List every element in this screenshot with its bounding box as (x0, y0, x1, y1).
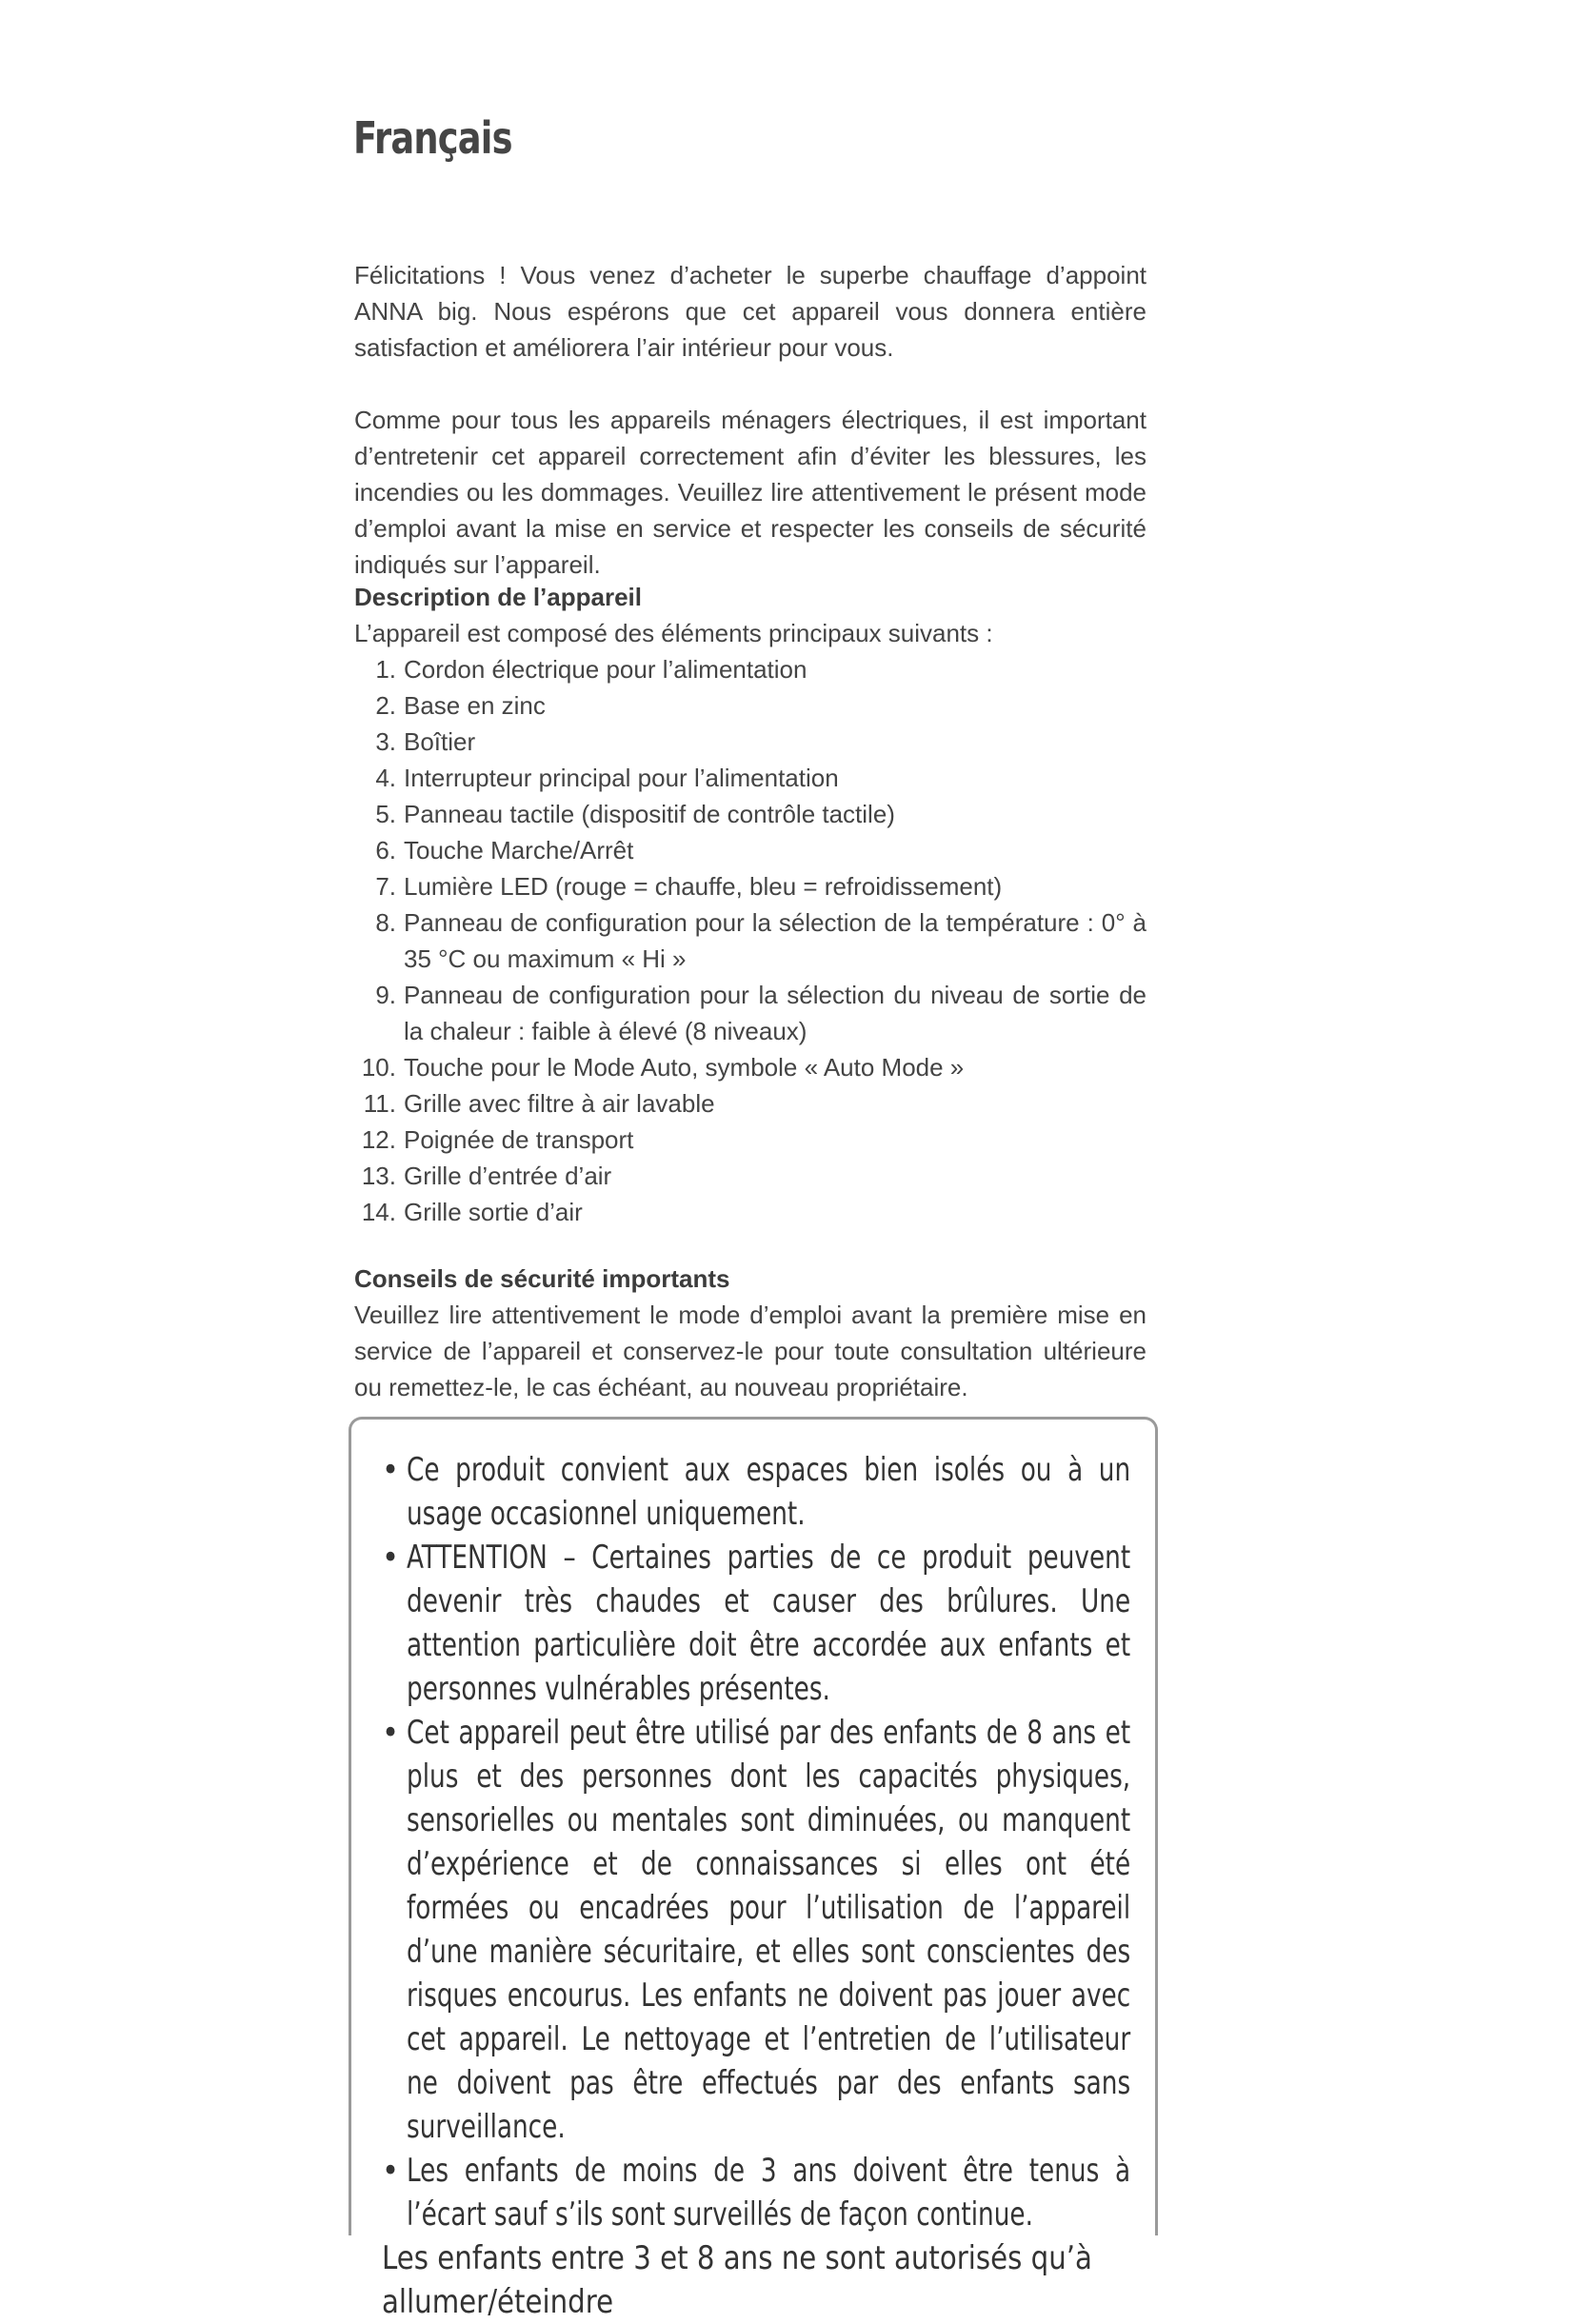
list-item (354, 724, 1146, 760)
list-item (354, 1122, 1146, 1158)
item-text: Grille sortie d’air (404, 1198, 583, 1226)
warning-item (382, 1536, 1132, 1711)
bullet-icon: • (382, 2152, 400, 2190)
item-text: Interrupteur principal pour l’alimentation (404, 764, 839, 792)
item-number: 4. (375, 764, 396, 792)
item-text: Panneau de configuration pour la sélection du niveau de sortie de la chaleur : faible à élevé (8 niveaux) (404, 981, 1146, 1045)
list-item (354, 977, 1146, 1049)
list-item (354, 904, 1146, 977)
list-item (354, 1049, 1146, 1085)
bullet-icon: • (382, 1714, 400, 1752)
intro-section (354, 257, 1146, 366)
intro-paragraph: Félicitations ! Vous venez d’acheter le superbe chauffage d’appoint ANNA big. Nous espérons que cet appareil vous donnera entière satisfaction et améliorera l’air intérieur pour vous. (354, 261, 1146, 362)
warning-box (349, 1417, 1158, 2321)
item-text: Grille d’entrée d’air (404, 1162, 612, 1190)
bullet-icon: • (382, 1539, 400, 1577)
list-item (354, 796, 1146, 832)
item-text: Touche Marche/Arrêt (404, 836, 634, 864)
warning-list (351, 1420, 1155, 2236)
warning-text: Cet appareil peut être utilisé par des enfants de 8 ans et plus et des personnes dont les capacités physiques, sensorielles ou mentales sont diminuées, ou manquent d’expérience et de connaissances si elles ont été formées ou encadrées pour l’utilisation de l’appareil d’une manière sécuritaire, et elles sont conscientes des risques encourus. Les enfants ne doivent pas jouer avec cet appareil. Le nettoyage et l’entretien de l’utilisateur ne doivent pas être effectués par des enfants sans surveillance. (407, 1714, 1131, 2146)
list-item (354, 1085, 1146, 1122)
item-text: Boîtier (404, 727, 476, 756)
item-number: 1. (375, 655, 396, 684)
warning-text: ATTENTION – Certaines parties de ce produit peuvent devenir très chaudes et causer des brûlures. Une attention particulière doit être accordée aux enfants et personnes vulnérables présentes. (407, 1539, 1131, 1708)
warning-text: Ce produit convient aux espaces bien isolés ou à un usage occasionnel uniquement. (407, 1451, 1131, 1533)
list-item (354, 1158, 1146, 1194)
description-heading: Description de l’appareil (354, 583, 642, 611)
warning-item (382, 1448, 1132, 1536)
item-text: Grille avec filtre à air lavable (404, 1089, 715, 1118)
page-title: Français (353, 112, 512, 164)
list-item (354, 832, 1146, 868)
item-number: 10. (361, 1053, 396, 1082)
list-item (354, 651, 1146, 687)
item-number: 3. (375, 727, 396, 756)
item-text: Lumière LED (rouge = chauffe, bleu = refroidissement) (404, 872, 1003, 901)
maintenance-section (354, 402, 1146, 583)
item-number: 14. (361, 1198, 396, 1226)
item-number: 5. (375, 800, 396, 828)
bullet-icon: • (382, 1451, 400, 1489)
list-item (354, 868, 1146, 904)
parts-list (354, 651, 1146, 1230)
list-item (354, 687, 1146, 724)
safety-heading: Conseils de sécurité importants (354, 1264, 730, 1293)
item-number: 12. (361, 1125, 396, 1154)
safety-paragraph: Veuillez lire attentivement le mode d’emploi avant la première mise en service de l’appareil et conservez-le pour toute consultation ultérieure ou remettez-le, le cas échéant, au nouveau propriétaire. (354, 1301, 1146, 1401)
item-number: 9. (375, 981, 396, 1009)
item-text: Panneau de configuration pour la sélection de la température : 0° à 35 °C ou maximum « Hi » (404, 908, 1146, 973)
item-text: Poignée de transport (404, 1125, 634, 1154)
warning-tail-text: Les enfants entre 3 et 8 ans ne sont autorisés qu’à allumer/éteindre (382, 2239, 1092, 2321)
description-lead: L’appareil est composé des éléments principaux suivants : (354, 619, 993, 647)
warning-text: Les enfants de moins de 3 ans doivent être tenus à l’écart sauf s’ils sont surveillés de façon continue. (407, 2152, 1131, 2234)
item-text: Panneau tactile (dispositif de contrôle tactile) (404, 800, 895, 828)
item-number: 6. (375, 836, 396, 864)
item-text: Base en zinc (404, 691, 546, 720)
description-section (354, 579, 1146, 1230)
item-text: Touche pour le Mode Auto, symbole « Auto Mode » (404, 1053, 965, 1082)
maintenance-paragraph: Comme pour tous les appareils ménagers électriques, il est important d’entretenir cet appareil correctement afin d’éviter les blessures, les incendies ou les dommages. Veuillez lire attentivement le présent mode d’emploi avant la mise en service et respecter les conseils de sécurité indiqués sur l’appareil. (354, 406, 1146, 579)
warning-tail (351, 2236, 1155, 2324)
item-text: Cordon électrique pour l’alimentation (404, 655, 807, 684)
item-number: 13. (361, 1162, 396, 1190)
item-number: 11. (363, 1089, 396, 1118)
warning-item (382, 1711, 1132, 2149)
list-item (354, 760, 1146, 796)
warning-item (382, 2149, 1132, 2236)
item-number: 2. (375, 691, 396, 720)
safety-section (354, 1261, 1146, 1405)
item-number: 7. (375, 872, 396, 901)
list-item (354, 1194, 1146, 1230)
item-number: 8. (375, 908, 396, 937)
